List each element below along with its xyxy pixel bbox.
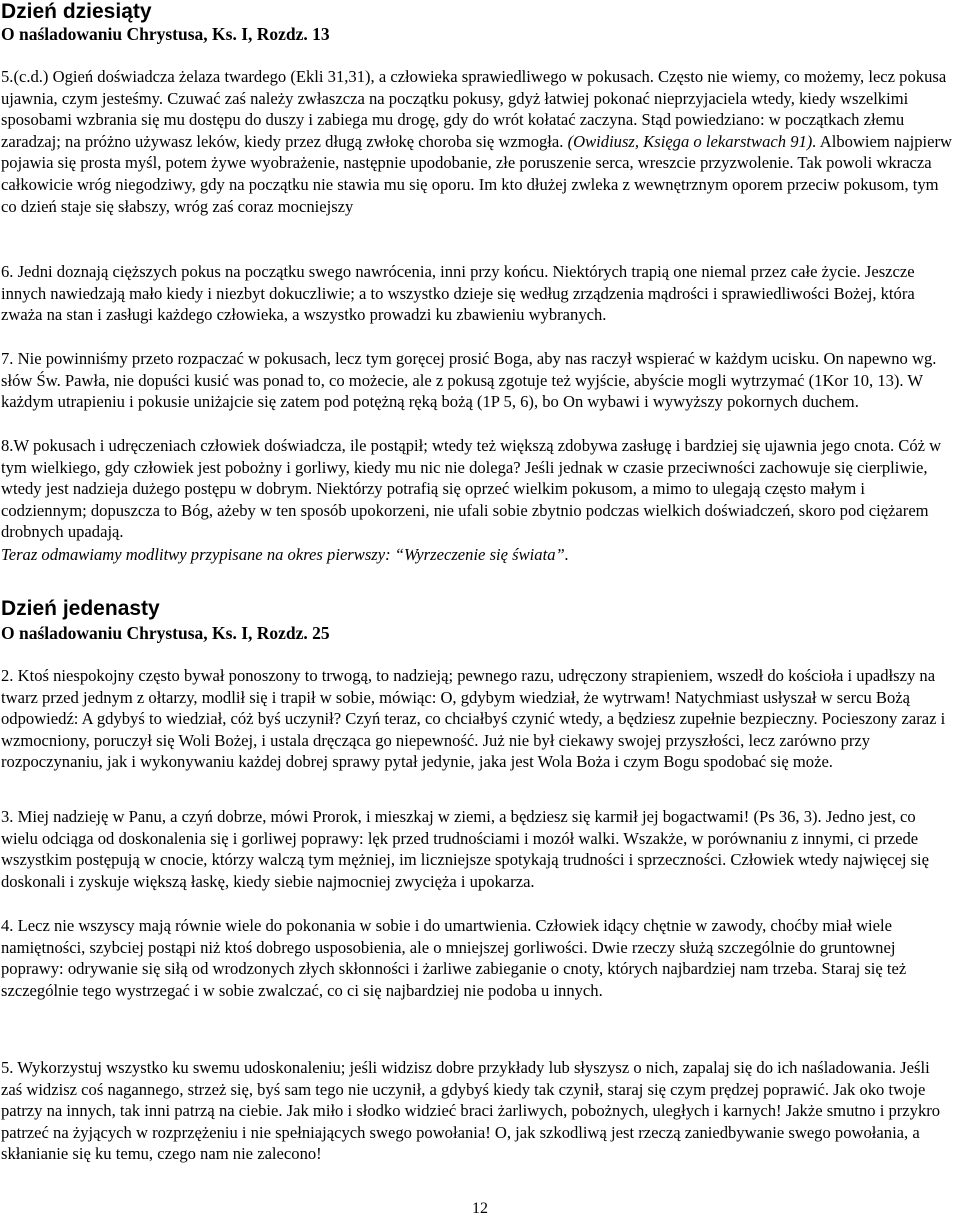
prayer-note: Teraz odmawiamy modlitwy przypisane na okres pierwszy: “Wyrzeczenie się świata”. bbox=[1, 545, 569, 564]
paragraph-5 bbox=[1, 66, 954, 217]
section-title-day-10: Dzień dziesiąty bbox=[1, 0, 152, 23]
paragraph-8: 8.W pokusach i udręczeniach człowiek doświadcza, ile postąpił; wtedy też większą zdobywa zasługę i bardziej się ujawnia jego cnota. Cóż w tym wielkiego, gdy człowiek jest pobożny i gorliwy, kiedy mu nic nie dolega? Jeśli jednak w czasie przeciwności zachowuje się cierpliwie, wtedy jest nadzieja dużego postępu w dobrym. Niektórzy potrafią się oprzeć wielkim pokusom, a mimo to ulegają często małym i codziennym; dopuszcza to Bóg, ażeby w ten sposób upokorzeni, nie ufali sobie zbytnio podczas wielkich doświadczeń, skoro pod ciężarem drobnych upadają. bbox=[1, 436, 942, 542]
section-subtitle-day-10: O naśladowaniu Chrystusa, Ks. I, Rozdz. 13 bbox=[1, 24, 330, 44]
paragraph-5-citation: (Owidiusz, Księga o lekarstwach 91). bbox=[567, 131, 817, 151]
paragraph-2: 2. Ktoś niespokojny często bywał ponoszony to trwogą, to nadzieją; pewnego razu, udręczony strapieniem, wszedł do kościoła i upadłszy na twarz przed jednym z ołtarzy, modlił się i trapił w sobie, mówiąc: O, gdybym wiedział, że wytrwam! Natychmiast usłyszał w sercu Bożą odpowiedź: A gdybyś to wiedział, cóż byś uczynił? Czyń teraz, co chciałbyś czynić wtedy, a będziesz zupełnie bezpieczny. Pocieszony zaraz i wzmocniony, poruczył się Woli Bożej, i ustala dręcząca go niepewność. Już nie był ciekawy swojej przyszłości, lecz zarówno przy rozpoczynaniu, jak i wykonywaniu każdej dobrej sprawy pytał jedynie, jaka jest Wola Boża i czym Bogu spodobać się może. bbox=[1, 666, 946, 772]
page-number: 12 bbox=[472, 1200, 488, 1217]
section-subtitle-day-11: O naśladowaniu Chrystusa, Ks. I, Rozdz. 25 bbox=[1, 623, 330, 643]
paragraph-4: 4. Lecz nie wszyscy mają równie wiele do pokonania w sobie i do umartwienia. Człowiek idący chętnie w zawody, choćby miał wiele namiętności, szybciej postąpi niż ktoś dobrego usposobienia, ale o mniejszej gorliwości. Dwie rzeczy służą szczególnie do gruntownej poprawy: odrywanie się siłą od wrodzonych złych skłonności i żarliwe zabieganie o cnoty, których najbardziej nam trzeba. Staraj się też szczególnie tego wystrzegać i w sobie zwalczać, co ci się najbardziej nie podoba u innych. bbox=[1, 916, 907, 1000]
paragraph-6: 6. Jedni doznają cięższych pokus na początku swego nawrócenia, inni przy końcu. Niektórych trapią one niemal przez całe życie. Jeszcze innych nawiedzają mało kiedy i niezbyt dokuczliwie; a to wszystko dzieje się według zrządzenia mądrości i sprawiedliwości Bożej, która zważa na stan i zasługi każdego człowieka, a wszystko prowadzi ku zbawieniu wybranych. bbox=[1, 262, 915, 325]
section-title-day-11: Dzień jedenasty bbox=[1, 597, 160, 620]
paragraph-5-day-11: 5. Wykorzystuj wszystko ku swemu udoskonaleniu; jeśli widzisz dobre przykłady lub słyszysz o nich, zapalaj się do ich naśladowania. Jeśli zaś widzisz coś nagannego, strzeż się, byś sam tego nie uczynił, a gdybyś kiedy tak czynił, staraj się czym prędzej poprawić. Jak oko twoje patrzy na innych, tak inni patrzą na ciebie. Jak miło i słodko widzieć braci żarliwych, pobożnych, uległych i karnych! Jakże smutno i przykro patrzeć na żyjących w rozprzężeniu i nie spełniających swego powołania! O, jak szkodliwą jest rzeczą zaniedbywanie swego powołania, a skłanianie się ku temu, czego nam nie zalecono! bbox=[1, 1058, 941, 1164]
paragraph-5-continuation: Albowiem najpierw pojawia się prosta myśl, potem żywe wyobrażenie, następnie upodobanie, złe poruszenie serca, wreszcie przyzwolenie. Tak powoli wkracza całkowicie wróg niegodziwy, gdy na początku nie stawia mu się oporu. Im kto dłużej zwleka z wewnętrznym oporem przeciw pokusom, tym co dzień staje się słabszy, wróg zaś coraz mocniejszy bbox=[1, 131, 952, 216]
paragraph-5-text: 5.(c.d.) Ogień doświadcza żelaza twardego (Ekli 31,31), a człowieka sprawiedliwego w pokusach. Często nie wiemy, co możemy, lecz pokusa ujawnia, czym jesteśmy. Czuwać zaś należy zwłaszcza na początku pokusy, gdyż łatwiej pokonać nieprzyjaciela wtedy, kiedy wszelkimi sposobami wzbrania się mu dostępu do duszy i zabiega mu drogę, gdy do wrót kołatać zaczyna. Stąd powiedziano: w początkach złemu zaradzaj; na próżno używasz leków, kiedy przez długą zwłokę choroba się wzmogła. bbox=[1, 67, 947, 151]
paragraph-7: 7. Nie powinniśmy przeto rozpaczać w pokusach, lecz tym goręcej prosić Boga, aby nas raczył wspierać w każdym ucisku. On napewno wg. słów Św. Pawła, nie dopuści kusić was ponad to, co możecie, ale z pokusą zgotuje też wyjście, abyście mogli wytrzymać (1Kor 10, 13). W każdym utrapieniu i pokusie uniżajcie się zatem pod potężną ręką bożą (1P 5, 6), bo On wybawi i wywyższy pokornych duchem. bbox=[1, 349, 937, 412]
paragraph-3: 3. Miej nadzieję w Panu, a czyń dobrze, mówi Prorok, i mieszkaj w ziemi, a będziesz się karmił jej bogactwami! (Ps 36, 3). Jedno jest, co wielu odciąga od doskonalenia się i gorliwej poprawy: lęk przed trudnościami i mozół walki. Wszakże, w porównaniu z innymi, ci przede wszystkim postępują w cnocie, którzy walczą tym mężniej, im liczniejsze spotykają trudności i sprzeczności. Człowiek wtedy najwięcej się doskonali i zyskuje większą łaskę, kiedy siebie najmocniej zwycięża i upokarza. bbox=[1, 807, 930, 891]
